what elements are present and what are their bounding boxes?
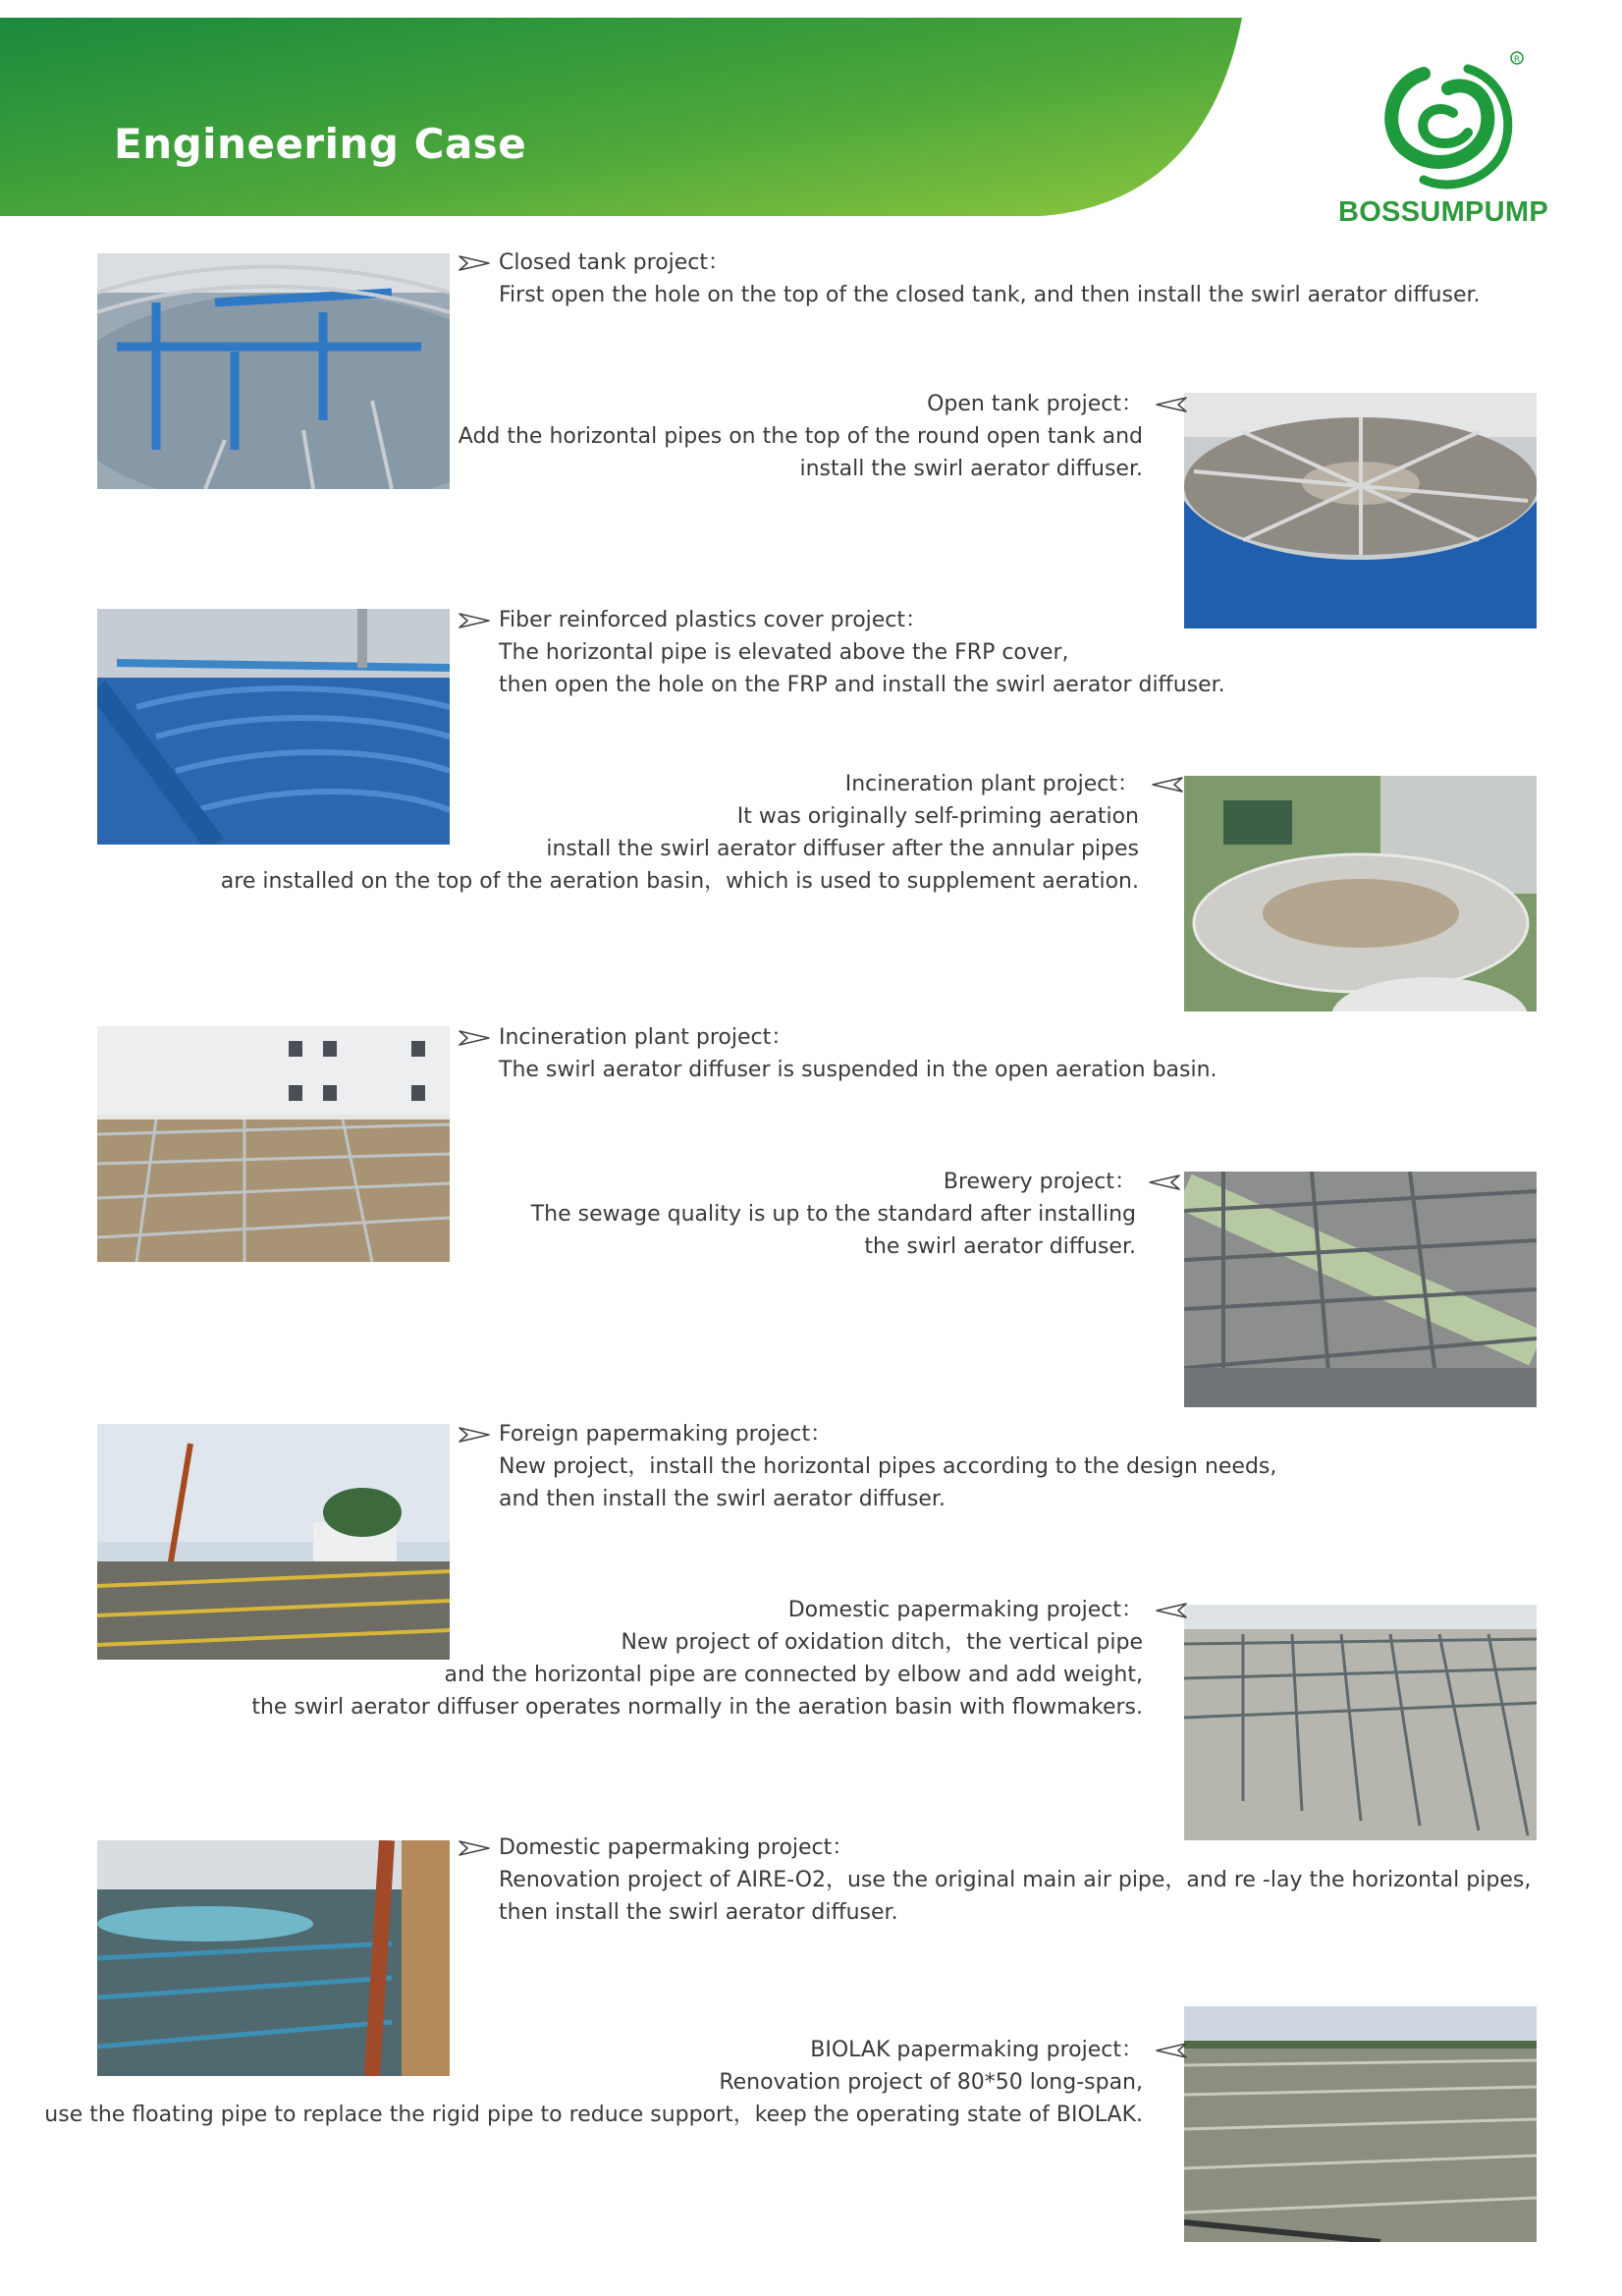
case-text: The horizontal pipe is elevated above the FRP cover, <box>499 640 1069 665</box>
arrow-left-icon <box>1155 1601 1188 1620</box>
case-text: then open the hole on the FRP and install the swirl aerator diffuser. <box>499 673 1225 697</box>
case-text: and then install the swirl aerator diffuser. <box>499 1487 946 1511</box>
case-text: The sewage quality is up to the standard after installing <box>530 1202 1136 1227</box>
svg-text:R: R <box>1513 55 1521 65</box>
case-title: Incineration plant project： <box>844 772 1139 796</box>
case-text: the swirl aerator diffuser operates normally in the aeration basin with flowmakers. <box>251 1695 1143 1720</box>
case-text: It was originally self-priming aeration <box>736 804 1139 829</box>
case-text: The swirl aerator diffuser is suspended in the open aeration basin. <box>499 1058 1217 1082</box>
case-title: Incineration plant project： <box>499 1025 793 1050</box>
case-photo-incineration-2 <box>97 1026 450 1262</box>
case-incineration-1 <box>221 768 1139 898</box>
arrow-left-icon <box>1155 2041 1188 2060</box>
case-title: Closed tank project： <box>499 250 730 275</box>
case-text: Renovation project of 80*50 long-span, <box>719 2070 1143 2095</box>
case-foreign-papermaking <box>458 1418 1276 1515</box>
case-closed-tank <box>458 246 1481 311</box>
case-photo-open-tank <box>1184 393 1537 629</box>
case-photo-closed-tank <box>97 253 450 489</box>
case-text: use the floating pipe to replace the rigid pipe to reduce support，keep the operating state of BIOLAK. <box>44 2103 1143 2127</box>
case-text: the swirl aerator diffuser. <box>864 1234 1136 1259</box>
case-text: then install the swirl aerator diffuser. <box>499 1900 898 1925</box>
arrow-left-icon <box>1151 775 1184 794</box>
case-title: Domestic papermaking project： <box>499 1835 854 1860</box>
header-banner <box>0 0 1247 218</box>
case-biolak <box>44 2034 1143 2131</box>
case-text: Renovation project of AIRE-O2，use the original main air pipe，and re -lay the horizontal pipes, <box>499 1868 1532 1892</box>
brand-name: BOSSUMPUMP <box>1337 196 1549 228</box>
arrow-right-icon <box>458 611 491 630</box>
case-photo-brewery <box>1184 1172 1537 1407</box>
case-title: BIOLAK papermaking project： <box>810 2038 1143 2062</box>
case-title: Foreign papermaking project： <box>499 1422 833 1447</box>
arrow-right-icon <box>458 1028 491 1048</box>
case-photo-incineration-1 <box>1184 776 1537 1011</box>
arrow-right-icon <box>458 1838 491 1858</box>
case-text: install the swirl aerator diffuser after the annular pipes <box>546 837 1139 861</box>
case-open-tank <box>459 388 1143 485</box>
case-domestic-papermaking-2 <box>458 1831 1531 1929</box>
case-text: are installed on the top of the aeration basin，which is used to supplement aeration. <box>220 869 1139 894</box>
case-text: First open the hole on the top of the closed tank, and then install the swirl aerator diffuser. <box>499 283 1481 307</box>
case-domestic-papermaking-1 <box>251 1594 1143 1723</box>
page-title: Engineering Case <box>114 120 527 168</box>
arrow-right-icon <box>458 1425 491 1445</box>
case-text: New project of oxidation ditch，the vertical pipe <box>621 1630 1143 1655</box>
case-text: Add the horizontal pipes on the top of the round open tank and <box>458 424 1143 449</box>
case-frp-cover <box>458 604 1225 701</box>
arrow-left-icon <box>1148 1173 1181 1192</box>
case-brewery <box>531 1166 1136 1263</box>
arrow-right-icon <box>458 253 491 273</box>
case-text: and the horizontal pipe are connected by elbow and add weight, <box>444 1663 1143 1687</box>
case-incineration-2 <box>458 1021 1217 1086</box>
case-title: Brewery project： <box>943 1170 1136 1194</box>
case-title: Fiber reinforced plastics cover project： <box>499 608 928 632</box>
case-text: New project，install the horizontal pipes according to the design needs, <box>499 1454 1277 1479</box>
case-photo-domestic-papermaking-1 <box>1184 1605 1537 1840</box>
case-title: Domestic papermaking project： <box>787 1598 1143 1622</box>
arrow-left-icon <box>1155 395 1188 414</box>
case-photo-biolak <box>1184 2006 1537 2242</box>
case-text: install the swirl aerator diffuser. <box>799 457 1143 481</box>
case-title: Open tank project： <box>927 392 1143 416</box>
